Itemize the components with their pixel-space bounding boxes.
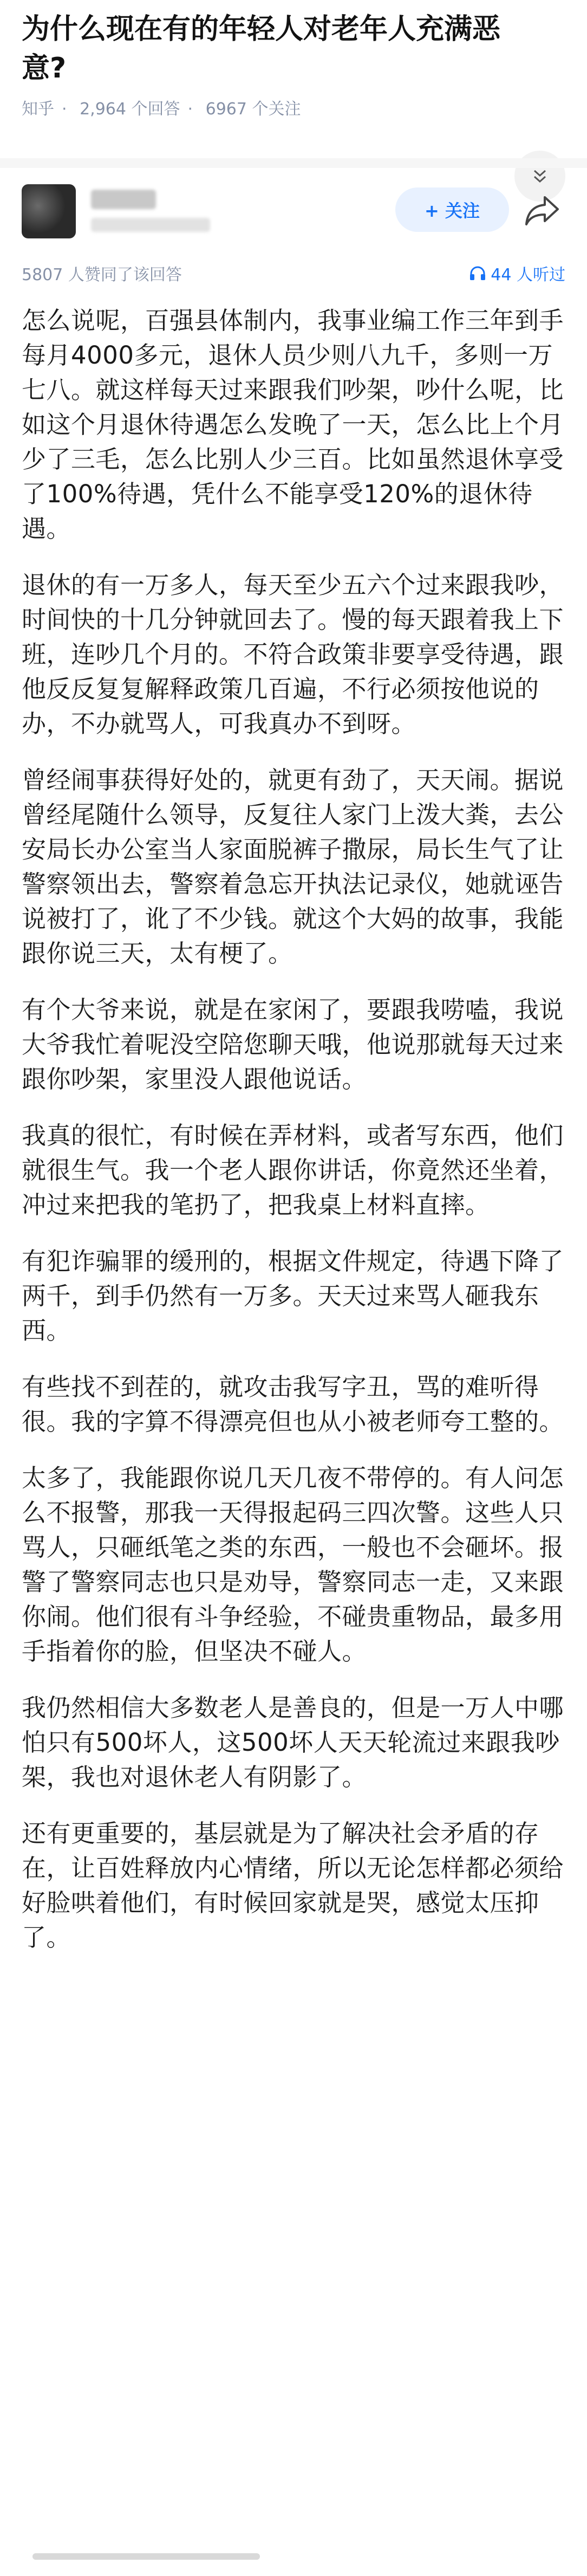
answer-paragraph: 曾经闹事获得好处的，就更有劲了，天天闹。据说曾经尾随什么领导，反复往人家门上泼大粪，去公安局长办公室当人家面脱裤子撒尿，局长生气了让警察领出去，警察着急忘开执法记录仪，她就诬告说被打了，讹了不少钱。就这个大妈的故事，我能跟你说三天，太有梗了。 xyxy=(22,766,564,968)
likes-count: 5807 人赞同了该回答 xyxy=(22,266,182,284)
chevron-down-icon xyxy=(529,165,551,187)
answer-body xyxy=(22,303,565,1977)
answer-stats xyxy=(22,261,565,285)
answer-paragraph: 我仍然相信大多数老人是善良的，但是一万人中哪怕只有500坏人，这500坏人天天轮流过来跟我吵架，我也对退休老人有阴影了。 xyxy=(22,1693,564,1791)
question-header xyxy=(22,10,542,119)
listen-button[interactable] xyxy=(469,261,565,285)
answer-paragraph: 太多了，我能跟你说几天几夜不带停的。有人问怎么不报警，那我一天得报起码三四次警。这些人只骂人，只砸纸笔之类的东西，一般也不会砸坏。报警了警察同志也只是劝导，警察同志一走，又来跟你闹。他们很有斗争经验，不碰贵重物品，最多用手指着你的脸，但坚决不碰人。 xyxy=(22,1464,564,1666)
answer-paragraph: 有些找不到茬的，就攻击我写字丑，骂的难听得很。我的字算不得漂亮但也从小被老师夸工整的。 xyxy=(22,1373,564,1436)
answer-paragraph: 有个大爷来说，就是在家闲了，要跟我唠嗑，我说大爷我忙着呢没空陪您聊天哦，他说那就每天过来跟你吵架，家里没人跟他说话。 xyxy=(22,995,564,1093)
answer-paragraph: 还有更重要的，基层就是为了解决社会矛盾的存在，让百姓释放内心情绪，所以无论怎样都必须给好脸哄着他们，有时候回家就是哭，感觉太压抑了。 xyxy=(22,1819,564,1952)
answer-paragraph: 退休的有一万多人，每天至少五六个过来跟我吵，时间快的十几分钟就回去了。慢的每天跟着我上下班，连吵几个月的。不符合政策非要享受待遇，跟他反反复复解释政策几百遍，不行必须按他说的办，不办就骂人，可我真办不到呀。 xyxy=(22,571,564,738)
followers-count: 6967 个关注 xyxy=(205,100,301,119)
answer-paragraph: 有犯诈骗罪的缓刑的，根据文件规定，待遇下降了两千，到手仍然有一万多。天天过来骂人砸我东西。 xyxy=(22,1247,564,1345)
headphones-icon xyxy=(469,265,486,281)
author-name-blurred[interactable] xyxy=(91,190,156,209)
avatar[interactable] xyxy=(22,184,76,238)
author-row xyxy=(22,184,565,244)
listeners-count: 44 人听过 xyxy=(491,266,565,284)
answer-paragraph: 我真的很忙，有时候在弄材料，或者写东西，他们就很生气。我一个老人跟你讲话，你竟然还坐着，冲过来把我的笔扔了，把我桌上材料直摔。 xyxy=(22,1121,564,1219)
section-divider xyxy=(0,158,587,168)
question-meta: 知乎 · 2,964 个回答 · 6967 个关注 xyxy=(22,100,301,119)
question-title[interactable]: 为什么现在有的年轻人对老年人充满恶意? xyxy=(22,13,501,85)
answer-paragraph: 怎么说呢，百强县体制内，我事业编工作三年到手每月4000多元，退休人员少则八九千，多则一万七八。就这样每天过来跟我们吵架，吵什么呢，比如这个月退休待遇怎么发晚了一天，怎么比上个月少了三毛，怎么比别人少三百。比如虽然退休享受了100%待遇，凭什么不能享受120%的退休待遇。 xyxy=(22,306,564,543)
answers-count[interactable]: 2,964 个回答 xyxy=(80,100,180,119)
home-indicator xyxy=(32,2553,260,2560)
share-icon[interactable] xyxy=(523,193,561,229)
follow-button[interactable]: + 关注 xyxy=(395,187,509,232)
author-bio-blurred xyxy=(91,218,210,232)
source-label: 知乎 xyxy=(22,100,54,119)
